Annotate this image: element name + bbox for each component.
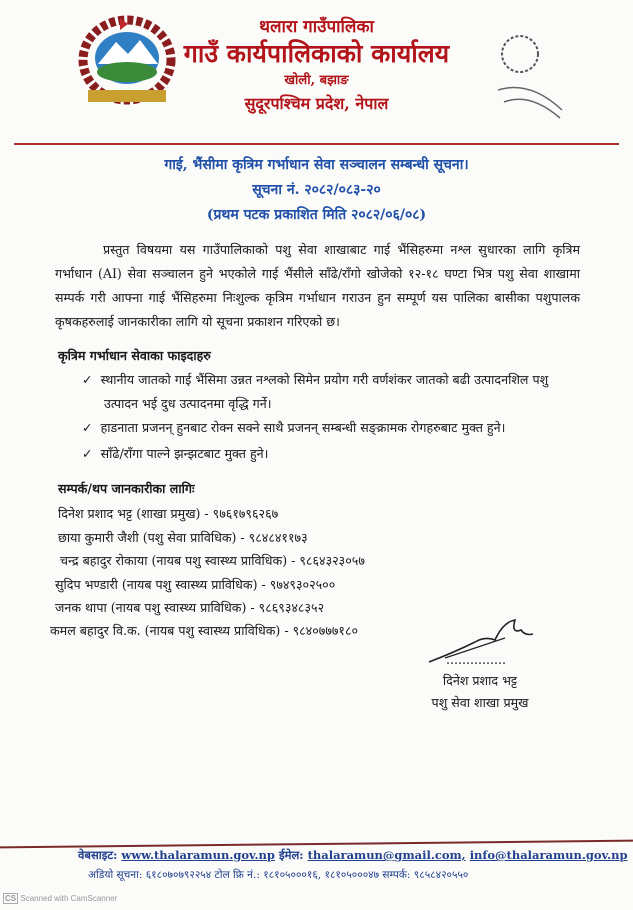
check-icon: ✓	[82, 446, 93, 461]
contact-item: छाया कुमारी जैशी (पशु सेवा प्राविधिक) - ९८४८४११७३	[58, 530, 308, 545]
footer-phone-line: अडियो सूचना: ६१८०७०७९२२५४ टोल फ्रि नं.: १८१०५०००१६, १८१०५०००४७ सम्पर्क: ९८५८४२०५५०	[88, 869, 469, 881]
watermark-text: Scanned with CamScanner	[20, 894, 118, 903]
email-label: ईमेल:	[278, 848, 304, 862]
contact-item: सुदिप भण्डारी (नायब पशु स्वास्थ्य प्राविधिक) - ९७४९३०२५००	[55, 577, 336, 592]
website-link[interactable]: www.thalaramun.gov.np	[121, 848, 275, 862]
notice-number: सूचना नं. २०८२/०८३-२०	[252, 182, 381, 198]
benefit-item	[82, 442, 584, 466]
camscanner-watermark	[3, 894, 117, 903]
email-link-info[interactable]: info@thalaramun.gov.np	[469, 848, 628, 862]
benefit-text: हाडनाता प्रजनन् हुनबाट रोक्न सक्ने साथै प्रजनन् सम्बन्धी सङ्क्रामक रोगहरुबाट मुक्त हुने।	[100, 420, 506, 435]
office-stamp	[490, 30, 570, 120]
office-location: खोली, बझाङ	[284, 73, 349, 88]
signatory-name: दिनेश प्रशाद भट्ट	[442, 673, 518, 688]
benefit-text: साँढे/राँगा पाल्ने झन्झटबाट मुक्त हुने।	[100, 446, 269, 461]
stamp-icon	[490, 30, 570, 120]
contact-item: दिनेश प्रशाद भट्ट (शाखा प्रमुख) - ९७६१७९६२६७	[58, 506, 279, 521]
benefit-item	[82, 368, 584, 416]
notice-title: गाई, भैंसीमा कृत्रिम गर्भाधान सेवा सञ्चालन सम्बन्धी सूचना।	[164, 157, 469, 173]
check-icon: ✓	[82, 420, 93, 435]
notice-published-date: (प्रथम पटक प्रकाशित मिति २०८२/०६/०८)	[206, 207, 427, 223]
website-label: वेबसाइट:	[78, 848, 118, 862]
check-icon: ✓	[82, 372, 93, 387]
contact-item: कमल बहादुर वि.क. (नायब पशु स्वास्थ्य प्राविधिक) - ९८४०७७७१८०	[50, 623, 359, 638]
footer-contact-line	[78, 848, 628, 863]
notice-body	[55, 238, 580, 334]
signature-dots: ...............	[446, 652, 507, 667]
benefit-item	[82, 416, 584, 440]
office-province: सुदूरपश्चिम प्रदेश, नेपाल	[244, 94, 389, 113]
camscanner-logo: CS	[5, 894, 17, 903]
benefits-heading: कृत्रिम गर्भाधान सेवाका फाइदाहरु	[58, 348, 211, 363]
notice-body-text: प्रस्तुत विषयमा यस गाउँपालिकाको पशु सेवा शाखाबाट गाई भैंसिहरुमा नश्ल सुधारका लागि कृत्रिम गर्भाधान (AI) सेवा सञ्चालन हुने भएकोले गाई भैंसीले साँढे/राँगो खोजेको १२-१८ घण्टा भित्र पशु सेवा शाखामा सम्पर्क गरी आफ्ना गाई भैंसिहरुमा निःशुल्क कृत्रिम गर्भाधान गराउन हुन सम्पूर्ण यस पालिका बासीका पशुपालक कृषकहरुलाई जानकारीका लागि यो सूचना प्रकाशन गरिएको छ।	[55, 242, 580, 329]
header-divider	[14, 143, 619, 145]
signatory-designation: पशु सेवा शाखा प्रमुख	[431, 695, 529, 710]
email-link-gmail[interactable]: thalaramun@gmail.com,	[307, 848, 466, 862]
contact-item: चन्द्र बहादुर रोकाया (नायब पशु स्वास्थ्य प्राविधिक) - ९८६४३२३०५७	[60, 553, 365, 568]
benefit-text: स्थानीय जातको गाई भैंसिमा उन्नत नश्लको सिमेन प्रयोग गरी वर्णशंकर जातको बढी उत्पादनशिल पशु उत्पादन भई दुध उत्पादनमा वृद्धि गर्ने।	[100, 372, 549, 411]
municipality-name: थलारा गाउँपालिका	[259, 17, 374, 37]
contacts-heading: सम्पर्क/थप जानकारीका लागिः	[58, 481, 195, 496]
contact-item: जनक थापा (नायब पशु स्वास्थ्य प्राविधिक) - ९८६९३४८३५२	[55, 600, 325, 615]
office-name: गाउँ कार्यपालिकाको कार्यालय	[183, 39, 450, 68]
